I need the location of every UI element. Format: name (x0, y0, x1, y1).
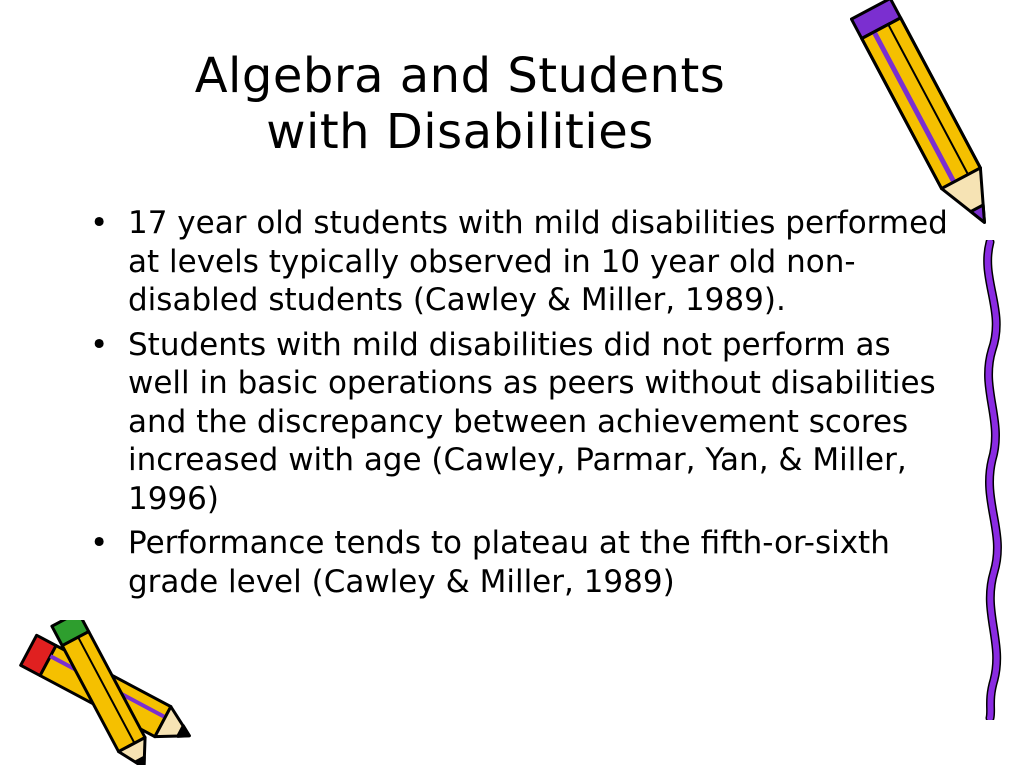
bullet-text-1: 17 year old students with mild disabilities performed at levels typically observed in 10 year old non-disabled students (Cawley & Miller, 1989). (128, 205, 948, 318)
bullet-item-3 (88, 524, 948, 601)
bullet-item-2 (88, 326, 948, 519)
pencils-icon (0, 620, 210, 765)
pencil-icon (850, 0, 1010, 245)
squiggle-line (968, 240, 1018, 720)
bullet-text-3: Performance tends to plateau at the fifth-or-sixth grade level (Cawley & Miller, 1989) (128, 525, 890, 600)
slide-title (100, 48, 820, 160)
bullet-list (88, 204, 948, 607)
bullet-marker: • (90, 326, 109, 363)
bullet-text-2: Students with mild disabilities did not perform as well in basic operations as peers without disabilities and the discrepancy between achievement scores increased with age (Cawley, Parmar, Yan, & Miller, 1996) (128, 326, 936, 517)
bullet-item-1 (88, 204, 948, 320)
title-line-1: Algebra and Students (194, 48, 726, 104)
title-line-2: with Disabilities (266, 104, 654, 160)
bullet-marker: • (90, 525, 109, 561)
bullet-marker: • (90, 205, 109, 241)
